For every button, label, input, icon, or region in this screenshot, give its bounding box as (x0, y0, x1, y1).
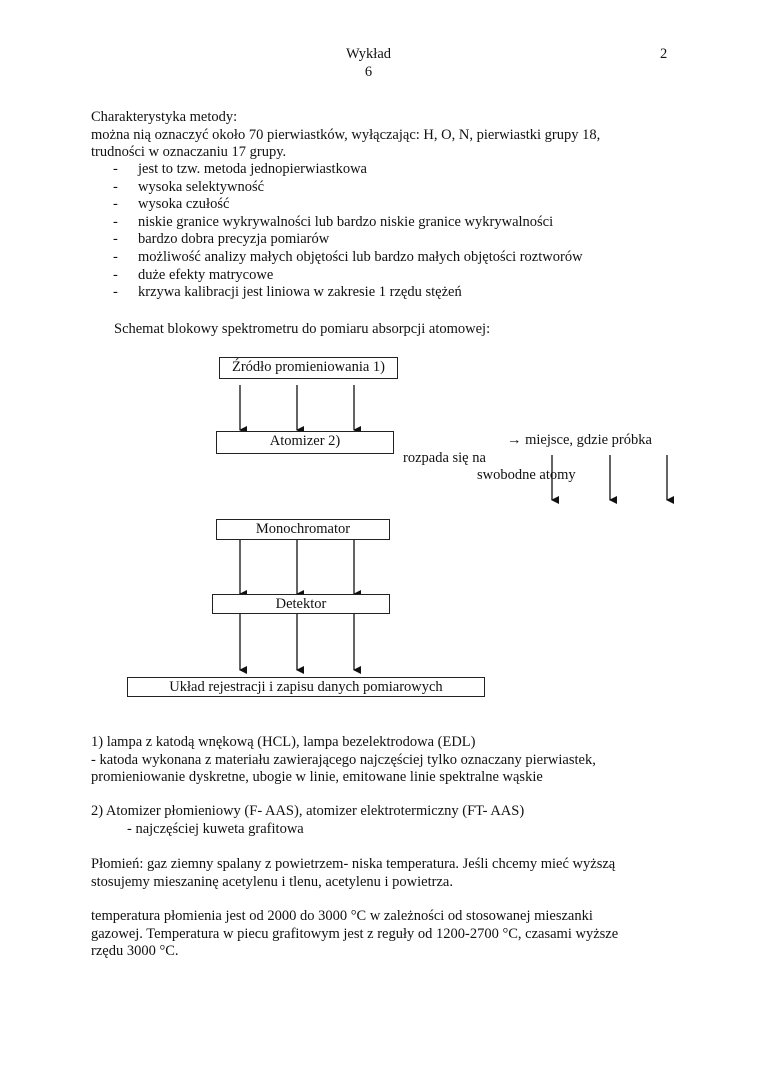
dash-bullet: - (113, 231, 118, 248)
flame-line-2: stosujemy mieszaninę acetylenu i tlenu, acetylenu i powietrza. (91, 873, 453, 890)
temperature-paragraph (91, 908, 618, 961)
list-item-text: bardzo dobra precyzja pomiarów (138, 231, 330, 248)
note-2 (91, 803, 524, 838)
note-1 (91, 734, 596, 787)
recorder-box: Układ rejestracji i zapisu danych pomiarowych (127, 677, 485, 697)
temperature-line-1: temperatura płomienia jest od 2000 do 3000 °C w zależności od stosowanej mieszanki (91, 908, 593, 924)
detector-box: Detektor (212, 594, 390, 614)
note-2-line-2: - najczęściej kuweta grafitowa (127, 820, 304, 837)
annotation-atoms: swobodne atomy (477, 467, 576, 483)
dash-bullet: - (113, 284, 118, 301)
note-1-line-2: - katoda wykonana z materiału zawierającego najczęściej tylko oznaczany pierwiastek, (91, 751, 596, 768)
list-item-text: wysoka czułość (138, 196, 230, 213)
list-item-text: wysoka selektywność (138, 178, 265, 195)
dash-bullet: - (113, 266, 118, 283)
temperature-line-2: gazowej. Temperatura w piecu grafitowym jest z reguły od 1200-2700 °C, czasami wyższe (91, 925, 619, 942)
dash-bullet: - (113, 248, 118, 265)
note-2-line-1: 2) Atomizer płomieniowy (F- AAS), atomizer elektrotermiczny (FT- AAS) (91, 803, 525, 819)
note-1-line-1: 1) lampa z katodą wnękową (HCL), lampa bezelektrodowa (EDL) (91, 734, 476, 750)
page-number: 2 (660, 46, 668, 62)
lecture-number: 6 (364, 64, 373, 80)
source-box: Źródło promieniowania 1) (219, 357, 398, 379)
list-item-text: jest to tzw. metoda jednopierwiastkowa (138, 161, 367, 177)
dash-bullet: - (113, 196, 118, 213)
dash-bullet: - (113, 213, 118, 230)
note-1-line-3: promieniowanie dyskretne, ubogie w linie, emitowane linie spektralne wąskie (91, 769, 543, 785)
atomizer-box: Atomizer 2) (216, 431, 394, 454)
list-item-text: możliwość analizy małych objętości lub bardzo małych objętości roztworów (138, 248, 583, 265)
monochromator-box: Monochromator (216, 519, 390, 540)
header-title: Wykład (345, 46, 392, 62)
dash-bullet: - (113, 178, 118, 195)
dash-bullet: - (113, 161, 118, 177)
flame-paragraph (91, 856, 615, 891)
list-item-text: duże efekty matrycowe (138, 266, 274, 283)
flame-line-1: Płomień: gaz ziemny spalany z powietrzem- niska temperatura. Jeśli chcemy mieć wyższą (91, 856, 616, 872)
annotation-place: → miejsce, gdzie próbka (507, 432, 652, 448)
intro-line-1: można nią oznaczyć około 70 pierwiastków, wyłączając: H, O, N, pierwiastki grupy 18, (91, 126, 601, 143)
list-item-text: niskie granice wykrywalności lub bardzo niskie granice wykrywalności (138, 213, 554, 230)
intro-heading: Charakterystyka metody: (91, 109, 238, 125)
temperature-line-3: rzędu 3000 °C. (91, 943, 179, 959)
annotation-breaks: rozpada się na (403, 450, 486, 466)
diagram-caption: Schemat blokowy spektrometru do pomiaru absorpcji atomowej: (114, 321, 491, 337)
intro-line-2: trudności w oznaczaniu 17 grupy. (91, 144, 287, 160)
list-item-text: krzywa kalibracji jest liniowa w zakresie 1 rzędu stężeń (138, 284, 462, 301)
